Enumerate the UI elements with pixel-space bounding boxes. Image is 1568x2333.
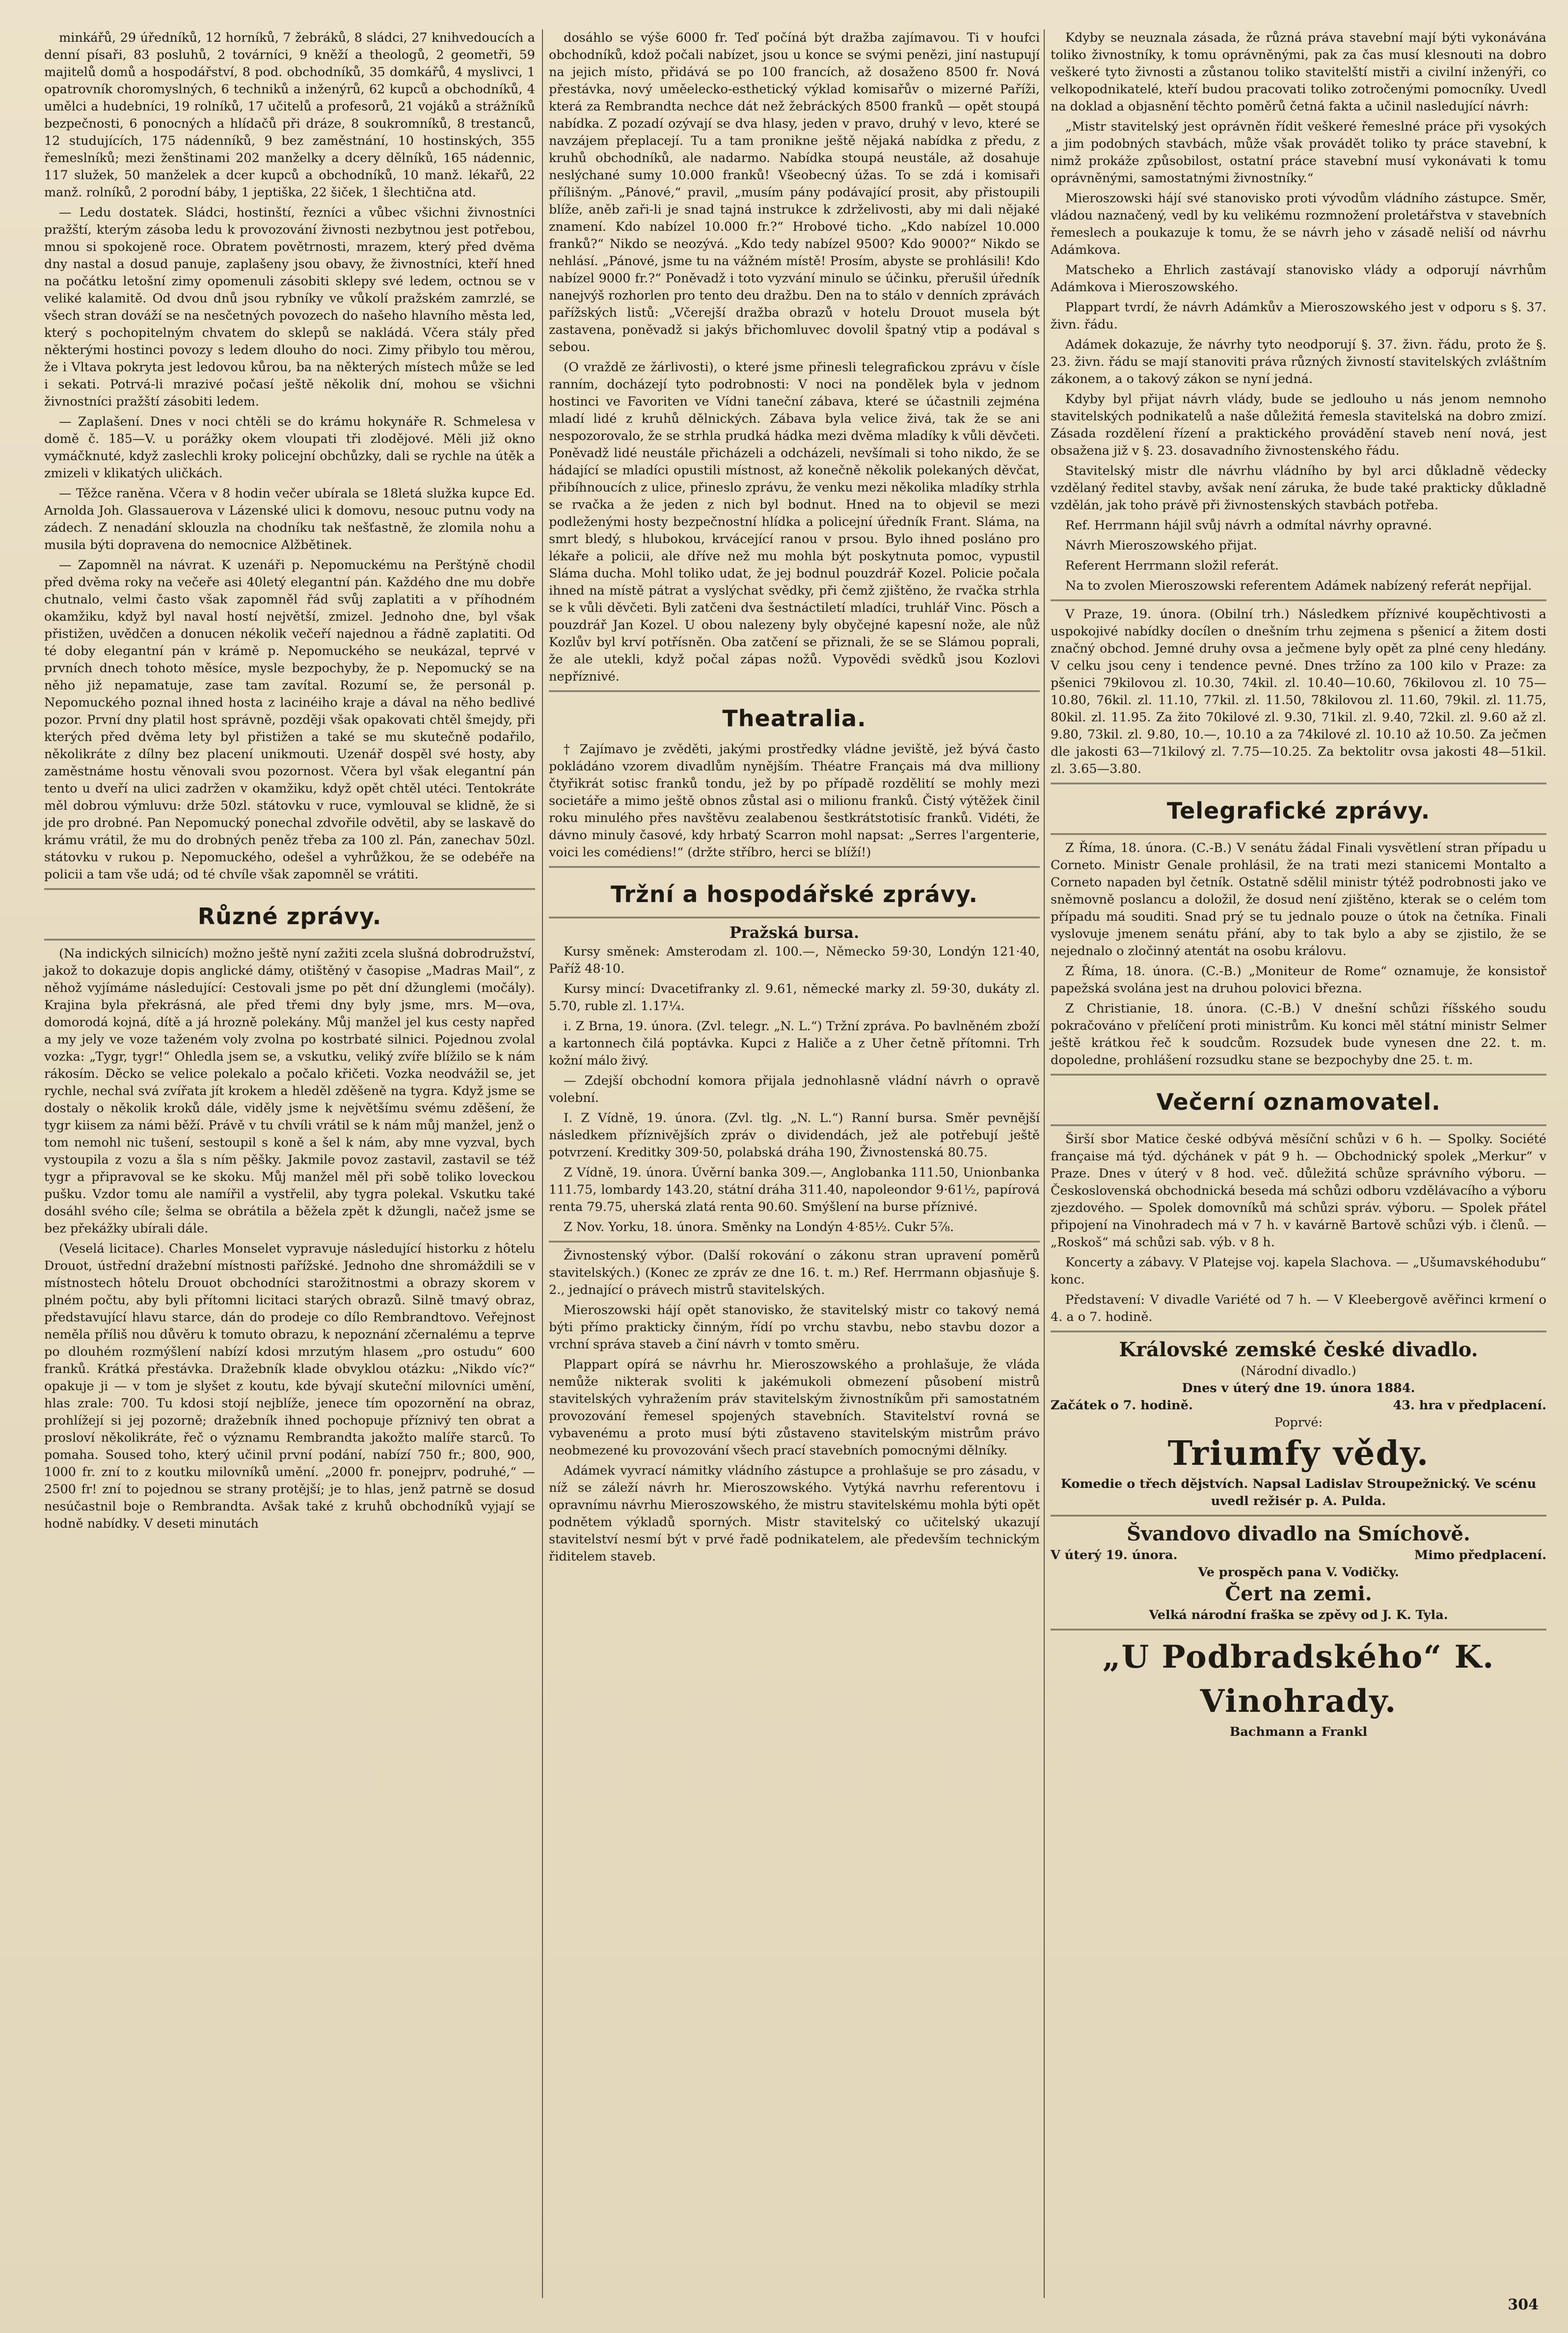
article-auction: (Veselá licitace). Charles Monselet vypravuje následující historku z hôtelu Drouot, ústřední dražební místnosti pařížské. Jednoho dne shromáždili se v místnostech hôtelu Drouot obchodníci starožitnostmi a obrazy skorem v plném počtu, aby byli přítomni licitaci starých obrazů. Silně tmavý obraz, představující hlavu starce, dán do prodeje co dílo Rembrandtovo. Veřejnost neměla příliš nou důvěru k tomuto obrazu, k nepoznání zčernalému a teprve po dlouhém rozmýšlení nabízí kdosi mrzutým hlasem „pro ostudu“ 600 franků. Krátká přestávka. Dražebník klade obvyklou otázku: „Nikdo víc?“ opakuje ji — v tom je slyšet z koutu, kde bývají skuteční milovníci umění, hlas zrale: 700. Tu kdosi stojí nejblíže, jenece tím opozornění na obraz, prohlížejí si jej pozorně; dražebník ihned pochopuje příznivý ten obrat a prosloví několikráte, řeč o významu Rembrandta jakožto malíře starců. To pomaha. Soused toho, který učinil první podání, nabízí 750 fr.; 800, 900, 1000 fr. zní to z koutku milovníků umění. „2000 fr. ponejprv, podruhé,“ — 2500 fr! zní to pojednou se strany protější; je to hlas, jenž patrně se dosud nesúčastnil boje o Rembrandta. Avšak také z kruhů obchodníků vyjají se hodně nabídky. V deseti minutách <box>44 1241 535 1531</box>
theatre-date: Dnes v úterý dne 19. února 1884. <box>1182 1381 1415 1396</box>
market-chamber: — Zdejší obchodní komora přijala jednohlasně vládní návrh o opravě volební. <box>549 1073 1040 1105</box>
divider <box>549 690 1040 692</box>
grain-market: V Praze, 19. února. (Obilní trh.) Následkem příznivé koupěchtivosti a uspokojivé nabídky docílen o dnešním trhu zejmena s pšenicí a žitem dosti značný obchod. Jemné druhy ovsa a ječmene byly opět za plné ceny hledány. V celku jsou ceny i tendence pevné. Dnes tržíno za 100 kilo v Praze: za pšenici 79kilovou zl. 10.30, 74kil. zl. 10.40—10.60, 76kilovou zl. 10 75—10.80, 76kil. zl. 11.10, 77kil. zl. 11.50, 78kilovou zl. 11.60, 79kil. zl. 11.75, 80kil. zl. 11.95. Za žito 70kilové zl. 9.30, 71kil. zl. 9.40, 72kil. zl. 9.60 až zl. 9.80, 73kil. zl. 9.80, 10.—, 10.10 a za 74kilové zl. 10.10 až 10.50. Za ječmen dle jakosti 63—71kilový zl. 7.75—10.25. Za bektolitr ovsa jakosti 48—51kil. zl. 3.65—3.80. <box>1051 607 1546 776</box>
divider <box>1051 783 1546 784</box>
article-auction-continued: dosáhlo se výše 6000 fr. Teď počíná být dražba zajímavou. Ti v houfci obchodníků, kdož počali nabízet, jsou u konce se svými penězi, jiní nastupují na jejich místo, přidává se po 100 francích, až dosaženo 8500 fr. Nová přestávka, nový uměelecko-esthetický výklad komisařův o mizerné Paříži, která za Rembrandta nechce dát než žebráckých 8500 franků — opět stoupá nabídka. Z pozadí ozývají se dva hlasy, jeden v pravo, druhý v levo, které se navzájem přeplacejí. Tu a tam pronikne ještě nějaká nabídka z předu, z kruhů obchodníků, ale nadarmo. Nabídka stoupá neustále, až dosahuje neslýchané sumy 10.000 franků! Všeobecný úžas. To se zdá i komisaři přílišným. „Pánové,“ pravil, „musím pány podávající prosit, aby přistoupili blíže, aněb zaři-li je snad tajná instrukce k zdrželivosti, aby mi dali nějaké znamení. Kdo nabízel 10.000 fr.?“ Hrobové ticho. „Kdo nabízel 10.000 franků?“ Nikdo se neozývá. „Kdo tedy nabízel 9500? Kdo 9000?“ Nikdo se nehlásí. „Pánové, jsme tu na vážném místě! Prosím, abyste se prohlásili! Kdo nabízel 9000 fr.?“ Poněvadž i toto vyzvání minulo se účinku, přerušil úředník nanejvýš rozhorlen pro tento deu dražbu. Den na to stálo v denních zprávách pařížských listů: „Včerejší dražba obrazů v hotelu Drouot musela být zastavena, poněvadž si jakýs břichomluvec dovolil špatný vtip a podával s sebou. <box>549 30 1040 355</box>
telegraph-christiania: Z Christianie, 18. února. (C.-B.) V dnešní schůzi říšského soudu pokračováno v přelíčení proti ministrům. Ku konci měl státní ministr Selmer ještě krátkou řeč k soudcům. Rozsudek bude vynesen dne 22. t. m. dopoledne, prohlášení rozsudku stane se bezpochyby dne 25. t. m. <box>1051 1001 1546 1068</box>
divider <box>1051 1629 1546 1630</box>
theatre-subtitle: (Národní divadlo.) <box>1241 1364 1356 1378</box>
page-number: 304 <box>1508 2296 1539 2313</box>
trade-p8: Stavitelský mistr dle návrhu vládního by byl arci důkladně vědecky vzdělaný ředitel stavby, avšak není záruka, že bude také prakticky důkladně vzdělán, jak toho právě při živnostenských stavbách potřeba. <box>1051 464 1546 513</box>
theatre-play-desc: Komedie o třech dějstvích. Napsal Ladislav Stroupežnický. Ve scénu uvedl režisér p. A. Pulda. <box>1060 1477 1537 1509</box>
divider <box>44 888 535 890</box>
trade-proposal: „Mistr stavitelský jest oprávněn řídit veškeré řemeslné práce při vysokých a jim podobných stavbách, může však provádět toliko ty práce stavební, k nimž prokáže způsobilost, ostatní práce stavební musí vykonávati k tomu oprávněnými, samostatnými živnostníky.“ <box>1051 119 1546 186</box>
trade-p7: Kdyby byl přijat návrh vlády, bude se jedlouho u nás jenom nemnoho stavitelských podnikatelů a naše důležitá řemesla stavitelská na dobro zmizí. Zásada rozdělení řízení a praktického provádění staveb není nová, jest obsažena již v §. 23. dosavadního živnostenského řádu. <box>1051 392 1546 458</box>
divider <box>1051 600 1546 601</box>
divider <box>1051 1125 1546 1126</box>
divider <box>1051 833 1546 835</box>
theatre-national <box>1051 1337 1546 1510</box>
market-vienna-morning: I. Z Vídně, 19. února. (Zvl. tlg. „N. L.“) Ranní bursa. Směr pevnější následkem příznivějších zpráv o dividendách, jež ale potřebují ještě potvrzení. Kreditky 309·50, polabská dráha 190, Živnostenská 80.75. <box>549 1111 1040 1160</box>
trade-p6: Adámek dokazuje, že návrhy tyto neodporují §. 37. živn. řádu, proto že §. 23. živn. řádu se mají stanoviti práva různých živností stavitelských zvláštním zákonem, a o takový zákon se nyní jedná. <box>1051 337 1546 386</box>
trade-p9: Ref. Herrmann hájil svůj návrh a odmítal návrhy opravné. <box>1065 518 1432 533</box>
theatre-benefit: Ve prospěch pana V. Vodičky. <box>1198 1565 1399 1580</box>
theatre-subscription: 43. hra v předplacení. <box>1393 1398 1546 1413</box>
theatre-date-row <box>1051 1547 1546 1564</box>
theatre-svanda <box>1051 1521 1546 1624</box>
advertisement <box>1051 1635 1546 1741</box>
theatre-name: Královské zemské české divadlo. <box>1119 1338 1478 1361</box>
divider <box>1051 1331 1546 1332</box>
article-theatre-francais: † Zajímavo je zvěděti, jakými prostředky vládne jeviště, jež bývá často pokládáno vzorem divadlům nynějším. Théatre Français má dva milliony čtyřikrát sotisc franků tondu, jež by po případě rozdělití se mohly mezi societáře a mimo ještě obnos zůstal asi o milionu franků. Čistý výtěžek činil roku minulého přes navštěvu zealabenou šestkrátstotisíc franků. Vidéti, že dávno minuly časové, kdy hrbatý Scarron mohl napsat: „Serres l'argenterie, voici les comédiens!“ (držte stříbro, herci se blíží!) <box>549 742 1040 860</box>
theatre-first: Poprvé: <box>1274 1415 1323 1430</box>
theatre-start-row <box>1051 1397 1546 1414</box>
trade-p4: Matscheko a Ehrlich zastávají stanovisko vlády a odporují návrhům Adámkova i Mieroszowského. <box>1051 263 1546 295</box>
column-2 <box>549 29 1040 1568</box>
evening-performances: Představení: V divadle Variété od 7 h. — V Kleebergově avěřinci krmení o 4. a o 7. hodině. <box>1051 1292 1546 1324</box>
divider <box>549 917 1040 918</box>
theatre-play-title: Čert na zemi. <box>1225 1582 1372 1605</box>
section-title-evening: Večerní oznamovatel. <box>1156 1089 1441 1115</box>
trade-plappart: Plappart opírá se návrhu hr. Mieroszowského a prohlašuje, že vláda nemůže nikterak svoliti k jakémukoli obmezení působení mistrů stavitelských vyhražením práv stavitelským živnostníkům při samostatném provozování řemesel spojených stavebních. Stavitelství rovná se vybavenému a proto musí býti zůstaveno stavitelským mistrům právo neobmezené ku provozování všech prací stavebních pomocnými dělníky. <box>549 1357 1040 1458</box>
trade-p10: Návrh Mieroszowského přijat. <box>1065 538 1257 553</box>
column-1 <box>44 29 535 1536</box>
divider <box>549 1241 1040 1242</box>
telegraph-rome-2: Z Říma, 18. února. (C.-B.) „Moniteur de Rome“ oznamuje, že konsistoř papežská svolána jest na druhou polovici března. <box>1051 964 1546 996</box>
trade-p5: Plappart tvrdí, že návrh Adámkův a Mieroszowského jest v odporu s §. 37. živn. řádu. <box>1051 300 1546 332</box>
article-census-continued: minkářů, 29 úředníků, 12 horníků, 7 žebráků, 8 sládci, 27 knihvedoucích a denní písaři, 83 posluhů, 2 továrníci, 9 kněží a theologů, 2 geometři, 59 majitelů domů a hospodářství, 8 pod. obchodníků, 35 domkářů, 4 myslivci, 1 opatrovník choromyslných, 6 techniků a inženýrů, 62 kupců a obchodníků, 4 umělci a hudebníci, 19 rolníků, 17 učitelů a profesorů, 21 vojáků a strážníků bezpečnosti, 6 ponocných a hlídačů při dráze, 8 soukromníků, 8 trestanců, 12 studujících, 175 nádenníků, 9 bez zaměstnání, 10 hostinských, 355 řemeslníků; mezi ženštinami 202 manželky a dcery dělníků, 165 nádennic, 117 služek, 50 manželek a dcer kupců a obchodníků, 10 manž. lékařů, 22 manž. rolníků, 2 porodní báby, 1 jeptiška, 22 šiček, 1 šlechtična atd. <box>44 30 535 200</box>
column-divider <box>1044 29 1045 2298</box>
section-title-theatralia: Theatralia. <box>722 705 866 732</box>
market-brno: i. Z Brna, 19. února. (Zvl. telegr. „N. L.“) Tržní zpráva. Po bavlněném zboží a kartonnech čilá poptávka. Kupci z Haliče a z Uher četně přítomni. Trh kožní málo živý. <box>549 1019 1040 1068</box>
article-burglary: — Zaplašení. Dnes v noci chtěli se do krámu hokynáře R. Schmelesa v domě č. 185—V. u porážky okem vloupati tři zlodějové. Měli již okno vymáčknuté, když zaslechli kroky policejní obchůzky, dali se rychle na útěk a zmizeli v klikatých uličkách. <box>44 414 535 481</box>
divider <box>1051 1515 1546 1516</box>
bursa-coin-rates: Kursy mincí: Dvacetifranky zl. 9.61, německé marky zl. 59·30, dukáty zl. 5.70, ruble zl. 1.17¼. <box>549 982 1040 1014</box>
market-vienna: Z Vídně, 19. února. Úvěrní banka 309.—, Anglobanka 111.50, Unionbanka 111.75, lombardy 143.20, státní dráha 311.40, napoleondor 9·61½, papírová renta 79.75, uherská zlatá renta 90.60. Smýšlení na burse příznivé. <box>549 1165 1040 1214</box>
article-murder: (O vraždě ze žárlivosti), o které jsme přinesli telegrafickou zprávu v čísle ranním, docházejí tyto podrobnosti: V noci na pondělek byla v jednom hostinci ve Favoriten ve Vídni taneční zábava, které se účastnili zejména mladí lidé z kruhů dělnických. Zábava byla velice živá, tak že se ani nespozorovalo, že se strhla prudká hádka mezi dvěma mladíky k vůli děvčeti. Poněvadž lidé neustále přicházeli a odcházeli, nevšímali si toho nikdo, že se hádající se mladíci opustili místnost, až konečně několik polekaných děvčat, přibíhnoucích z ulice, přineslo zprávu, že venku mezi několika mladíky strhla se rvačka a že jeden z nich byl bodnut. Hned na to objevil se mezi podleženými hosty bezpečnostní hlídka a policejní úředník Frant. Sláma, na smrt bledý, s hlubokou, krvácející ranou v prsou. Bylo ihned posláno pro lékaře a policii, ale dříve než mu mohla být poskytnuta pomoc, vypustil Sláma ducha. Mohl toliko udat, že jej bodnul pouzdrář Kozel. Policie počala ihned na místě pátrat a vyslýchat svědky, při čemž zjištěno, že rvačka strhla se k vůli děvčeti. Byli zatčeni dva šestnáctiletí mladíci, truhlář Vinc. Pösch a pouzdrář Jan Kozel. U obou nalezeny byly obyčejné kapesní nože, ale nůž Kozlův byl krví potřísněn. Oba zatčení se přiznali, že se se Slámou poprali, že ale utekli, když počal zápas nožů. Vypovědi svědků jsou Kozlovi nepříznivé. <box>549 360 1040 684</box>
market-new-york: Z Nov. Yorku, 18. února. Směnky na Londýn 4·85½. Cukr 5⅞. <box>564 1220 954 1235</box>
article-forgot-return: — Zapomněl na návrat. K uzenáři p. Nepomuckému na Perštýně chodil před dvěma roky na večeře asi 40letý elegantní pán. Každého dne mu dobře chutnalo, velmi často však zapomněl řád svůj zaplatiti a v příhodném okamžiku, když byl naval hostí největší, zmizel. Jednoho dne, byl však přistižen, uvědčen a donucen nékolik večeří najednou a řádně zaplatiti. Od té doby elegantní pán v krámě p. Nepomuckého se neukázal, teprvé v prvních dnech tohoto měsíce, mysle bezpochyby, že p. Nepomucký se na něho již nepamatuje, zase tam zavítal. Rozumí se, že personál p. Nepomuckého poznal ihned hosta z lacinéiho kraje a dával na něho bedlivé pozor. První dny platil host správně, později však opakovati chtěl šmejdy, při kterých před dvěma lety byl přistižen a také se mu skutečně podařilo, několikráte z dílny bez placení unikmouti. Uzenář dospěl své hosty, aby zaměstnáme hostu věnovali svou pozornost. Včera byl však elegantní pán tento u dveří na ulici zadržen v okamžiku, když opět chtěl utéci. Tentokráte měl dobrou výmluvu: drže 50zl. státovku v ruce, vymlouval se klidně, že si jde pro drobné. Pan Nepomucký ponechal zdvořile odvětil, aby se laskavě do krámu vrátil, že mu do drobných peněz třeba za 100 zl. Pán, zanechav 50zl. státovku v rukou p. Nepomuckého, odešel a vyhrůžkou, že se odebéře na policii a tam vše udá; od té chvíle však zapomněl se vrátiti. <box>44 558 535 882</box>
column-3 <box>1051 29 1546 1741</box>
trade-adamek: Adámek vyvrací námitky vládního zástupce a prohlašuje se pro zásadu, v níž se záleží návrh hr. Mieroszowského. Vytýká navrhu referentovu i opravnímu návrhu Mieroszowského, že mistru stavitelskému mohla býti opět podnětem výkladů sporných. Mistr stavitelský co učitelský ukazují stavitelství nesmí být v prvé řadě podnikatelem, ale především technickým řiditelem staveb. <box>549 1463 1040 1564</box>
trade-p12: Na to zvolen Mieroszowski referentem Adámek nabízený referát nepřijal. <box>1065 578 1532 593</box>
telegraph-rome-1: Z Říma, 18. února. (C.-B.) V senátu žádal Finali vysvětlení stran případu u Corneto. Ministr Genale prohlásil, že na trati mezi stanicemi Montalto a Corneto napaden byl četník. Ostatně sdělil ministr týtéž podrobnosti jako ve sněmovně poslancu a doložil, že dosud není zjištěno, kterak se o celém tom případu má souditi. Snad prý se tu jednalo pouze o útok na četníka. Finali vyslovuje jmenem senátu přání, aby to tak bylo a aby se zjistilo, že se nejednalo o zločinný atentát na osobu královu. <box>1051 841 1546 959</box>
trade-p11: Referent Herrmann složil referát. <box>1065 558 1279 573</box>
article-ice: — Ledu dostatek. Sládci, hostinští, řezníci a vůbec všichni živnostníci pražští, kterým zásoba ledu k provozování živnosti nezbytnou jest potřebou, mnou si spokojeně roce. Obratem povětrnosti, mrazem, který před dvěma dny nastal a dosud panuje, zaplašeny jsou obavy, že živnostníci, kteří hned na počátku letošní zimy opomenuli zásobiti sklepy své ledem, octnou se v veliké kalamitě. Od dvou dnů jsou rybníky ve vůkolí pražském zamrzlé, se všech stran dováží se na nesčetných povozech do našeho hlavního města led, který s pochopitelným chvatem do sklepů se nakládá. Včera stály před některými hostinci povozy s ledem dlouho do noci. Zimy přibylo tou měrou, že i Vltava pokryta jest ledovou kůrou, ba na některých místech může se led i sekati. Potrvá-li mrazivé počasí ještě několik dní, mohou se všichni živnostníci pražští zásobiti ledem. <box>44 205 535 409</box>
ad-firm: Bachmann a Frankl <box>1229 1725 1368 1739</box>
theatre-note: Mimo předplacení. <box>1414 1548 1546 1563</box>
theatre-name: Švandovo divadlo na Smíchově. <box>1127 1522 1470 1545</box>
section-title-market: Tržní a hospodářské zprávy. <box>611 881 978 907</box>
article-injured: — Těžce raněna. Včera v 8 hodin večer ubírala se 18letá služka kupce Ed. Arnolda Joh. Glassauerova v Lázenské ulici k domovu, nesouc putnu vody na zádech. Z nenadání sklouzla na chodníku tak nešťastně, že zlomila nohu a musila býti dopravena do nemocnice Alžbětinek. <box>44 486 535 552</box>
evening-meetings: Širší sbor Matice české odbývá měsíční schůzi v 6 h. — Spolky. Société française má týd. dýchánek v pát 9 h. — Obchodnický spolek „Merkur“ v Praze. Dnes v úterý v 8 hod. več. důležitá schůze správního výboru. — Československá obchodnická beseda má schůzi odboru vzdělávacího a výboru zjezdového. — Spolek domovníků má schůzi správ. výboru. — Spolek přátel připojení na Vinohradech má v 7 h. v kavárně Bartově schůzi výb. i členů. — „Roskoš“ má schůzi sab. výb. v 8 h. <box>1051 1132 1546 1250</box>
trade-committee: Živnostenský výbor. (Další rokování o zákonu stran upravení poměrů stavitelských.) (Konec ze zpráv ze dne 16. t. m.) Ref. Herrmann objasňuje §. 2., jednající o právech mistrů stavitelských. <box>549 1248 1040 1297</box>
bursa-title: Pražská bursa. <box>729 923 860 942</box>
ad-text: „U Podbradského“ K. Vinohrady. <box>1102 1639 1495 1720</box>
divider <box>44 939 535 940</box>
section-title-misc: Různé zprávy. <box>197 903 382 930</box>
theatre-date: V úterý 19. února. <box>1051 1548 1178 1563</box>
trade-p3: Mieroszowski hájí své stanovisko proti vývodům vládního zástupce. Směr, vládou naznačený, vedl by ku velikému rozmnožení proletářstva v stavebních řemeslech a poukazuje k tomu, že se návrh jeho v zásadě neliší od návrhu Adámkova. <box>1051 191 1546 257</box>
divider <box>1051 1074 1546 1075</box>
trade-continued: Kdyby se neuznala zásada, že různá práva stavební mají býti vykonávána toliko živnostníky, k tomu oprávněnými, pak za čas musí klesnouti na dobro veškeré tyto živnosti a zůstanou toliko stavitelští mistři a civilní inženýři, co velkopodnikatelé, kteří budou pracovati toliko zotročenými pomocníky. Uvedl na doklad a objasnění těchto poměrů četná fakta a učinil nasledující návrh: <box>1051 30 1546 114</box>
theatre-start: Začátek o 7. hodině. <box>1051 1398 1193 1413</box>
evening-concerts: Koncerty a zábavy. V Platejse voj. kapela Slachova. — „Ušumavskéhodubu“ konc. <box>1051 1255 1546 1287</box>
theatre-play-desc: Velká národní fraška se zpěvy od J. K. Tyla. <box>1149 1608 1448 1622</box>
theatre-play-title: Triumfy vědy. <box>1167 1434 1430 1473</box>
column-divider <box>542 29 543 2298</box>
section-title-telegraph: Telegrafické zprávy. <box>1166 797 1431 824</box>
bursa-exchange-rates: Kursy směnek: Amsterodam zl. 100.—, Německo 59·30, Londýn 121·40, Paříž 48·10. <box>549 944 1040 976</box>
trade-mieroszowski: Mieroszowski hájí opět stanovisko, že stavitelský mistr co takový nemá býti přímo prakticky činným, řídí po vrchu stavbu, nebo stavbu dozor a vrchní správa staveb a činí návrh v tomto směru. <box>549 1303 1040 1352</box>
article-indian-roads: (Na indických silnicích) možno ještě nyní zažiti zcela slušná dobrodružství, jakož to dokazuje dopis anglické dámy, otištěný v časopise „Madras Mail“, z něhož vyjímáme následující: Cestovali jsme po pět dní džunglemi (močály). Krajina byla překrásná, ale před třemi dny byly jsme, mrs. M—ova, domorodá kojná, dítě a já hrozně polekány. Můj manžel jel kus cesty napřed a my jely ve voze taženém voly zvolna po kostrbaté silnici. Pojednou zvolal vozka: „Tygr, tygr!“ Ohledla jsem se, a vskutku, veliký zvíře blížilo se k nám rákosím. Děcko se velice polekalo a počalo křičeti. Vozka neodvážil se, jet rychle, nechal svá zvířata jít krokem a hleděl zděšeně na tygra. Když jsme se dostaly o několik kroků dále, viděly jsme k největšímu svému zděšení, že tygr kiisem za námi běží. Právě v tu chvíli vrátil se k nám můj manžel, jenž o tom nemohl nic tušení, sestoupil s koně a šel k nám, aby mne vyzval, bych vystoupila z vozu a šla s ním pěšky. Jakmile povoz zastavil, zastavil se též tygr a připravoval se ke skoku. Můj manžel měl při sobě toliko loveckou pušku. Vzdor tomu ale namířil a vystřelil, aby tygra polekal. Vskutku také dosáhl svého cíle; šelma se obrátila a běžela zpět k džungli, načež jsme se bez překážky ubírali dále. <box>44 946 535 1236</box>
divider <box>549 866 1040 868</box>
